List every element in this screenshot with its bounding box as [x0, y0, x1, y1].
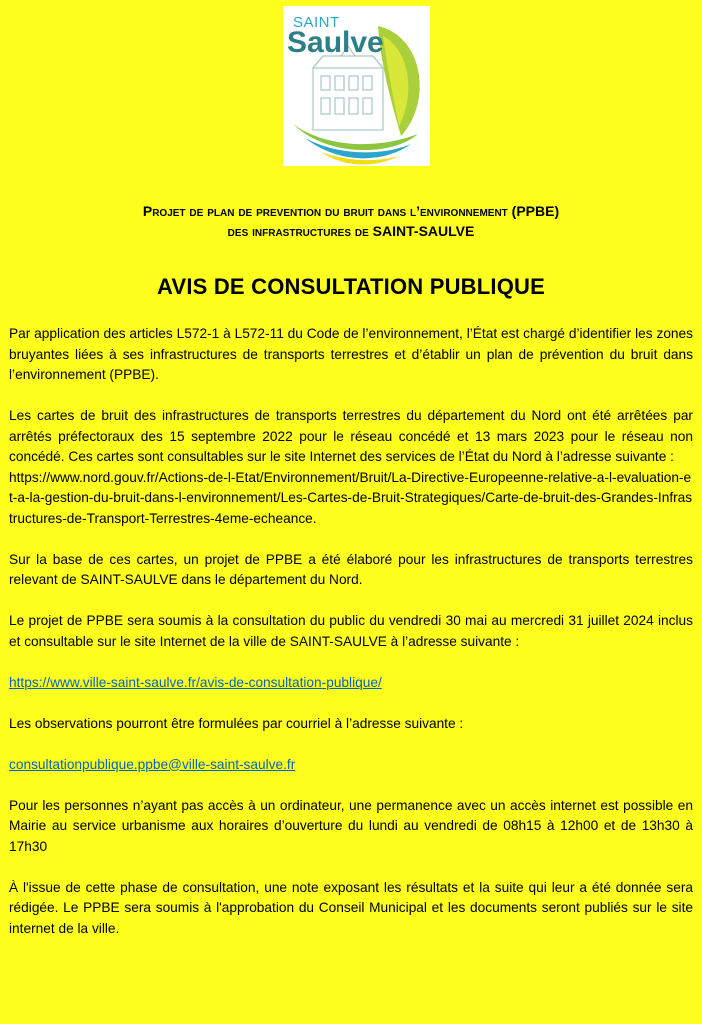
logo-graphic	[283, 6, 430, 166]
notice-body	[9, 324, 693, 960]
subtitle-line-1: Projet de plan de prevention du bruit dans l’environnement (PPBE)	[142, 203, 560, 219]
paragraph-observations: Les observations pourront être formulées par courriel à l’adresse suivante :	[9, 715, 464, 731]
document-subtitle	[0, 201, 702, 241]
noise-maps-url: https://www.nord.gouv.fr/Actions-de-l-Etat/Environnement/Bruit/La-Directive-Europeenne-relative-a-l-evaluation-et-a-la-gestion-du-bruit-dans-l-environnement/Les-Cartes-de-Bruit-Strategiques/Carte-de-bruit-des-Grandes-Infrastructures-de-Transport-Terrestres-4eme-echeance.	[9, 469, 693, 526]
paragraph-after-consultation: À l'issue de cette phase de consultation, une note exposant les résultats et la suite qui leur a été donnée sera rédigée. Le PPBE sera soumis à l'approbation du Conseil Municipal et les documents seront publiés sur le site internet de la ville.	[9, 879, 693, 936]
consultation-page-link[interactable]: https://www.ville-saint-saulve.fr/avis-de-consultation-publique/	[9, 674, 382, 690]
page-title: AVIS DE CONSULTATION PUBLIQUE	[157, 274, 545, 299]
subtitle-line-2: des infrastructures de SAINT-SAULVE	[227, 223, 475, 239]
paragraph-town-hall-access: Pour les personnes n’ayant pas accès à un ordinateur, une permanence avec un accès internet est possible en Mairie au service urbanisme aux horaires d’ouverture du lundi au vendredi de 08h15 à 12h00 et de 13h30 à 17h30	[9, 797, 693, 854]
paragraph-legal-basis: Par application des articles L572-1 à L572-11 du Code de l’environnement, l’État est chargé d’identifier les zones bruyantes liées à ses infrastructures de transports terrestres et d’établir un plan de prévention du bruit dans l’environnement (PPBE).	[9, 326, 693, 382]
logo-saulve-text: Saulve	[287, 26, 384, 59]
logo-saint-text: SAINT	[293, 14, 340, 31]
paragraph-noise-maps: Les cartes de bruit des infrastructures de transports terrestres du département du Nord ont été arrêtées par arrêtés préfectoraux des 15 septembre 2022 pour le réseau concédé et 13 mars 2023 pour le réseau non concédé. Ces cartes sont consultables sur le site Internet des services de l’État du Nord à l’adresse suivante :	[9, 408, 693, 464]
paragraph-consultation-dates: Le projet de PPBE sera soumis à la consultation du public du vendredi 30 mai au mercredi 31 juillet 2024 inclus et consultable sur le site Internet de la ville de SAINT-SAULVE à l’adresse suivante :	[9, 613, 693, 649]
saint-saulve-logo	[283, 6, 430, 166]
paragraph-ppbe-draft: Sur la base de ces cartes, un projet de PPBE a été élaboré pour les infrastructures de transports terrestres relevant de SAINT-SAULVE dans le département du Nord.	[9, 551, 693, 587]
consultation-email-link[interactable]: consultationpublique.ppbe@ville-saint-saulve.fr	[9, 756, 296, 772]
